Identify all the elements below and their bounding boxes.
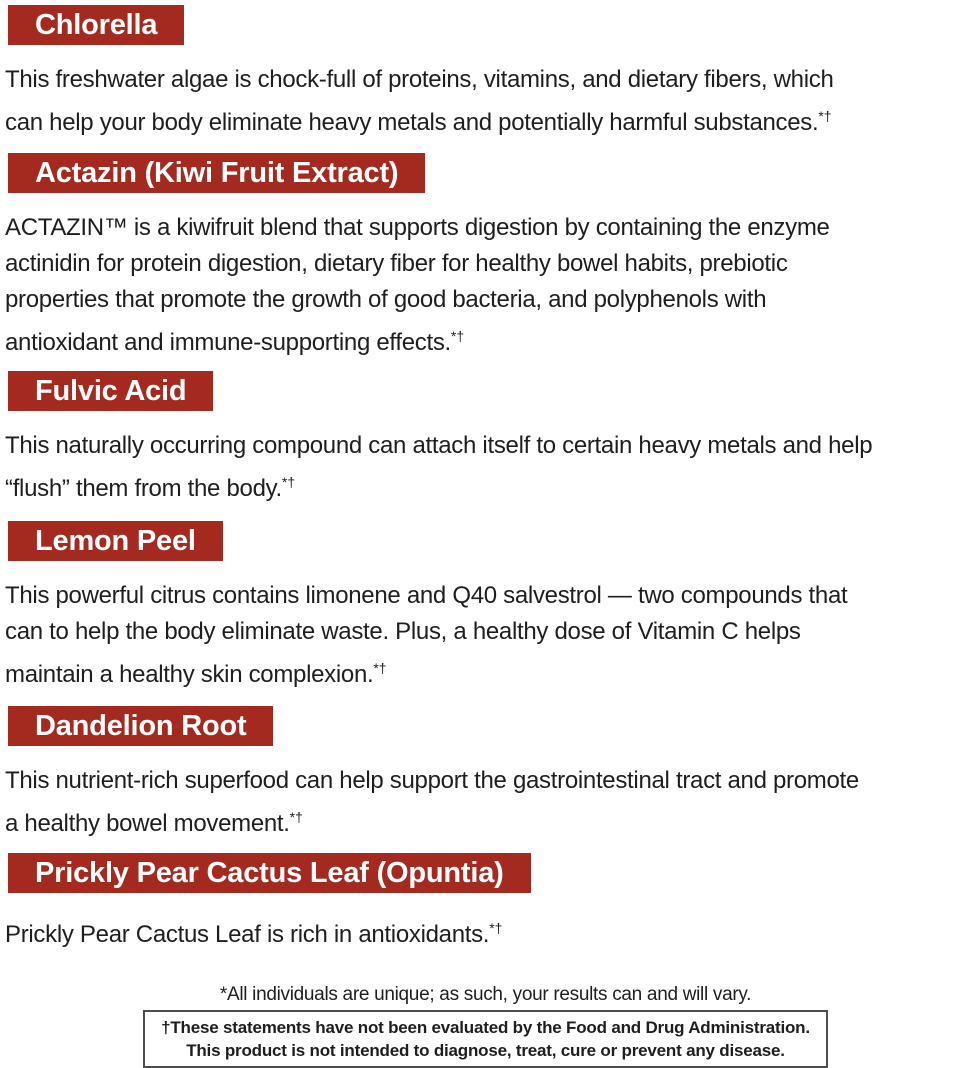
section-actazin (0, 153, 971, 361)
actazin-description-line: ACTAZIN™ is a kiwifruit blend that supports digestion by containing the enzyme (5, 214, 830, 241)
prickly-pear-description (5, 910, 971, 953)
lemon-peel-description-line: can to help the body eliminate waste. Plus, a healthy dose of Vitamin C helps (5, 618, 801, 645)
footnote-marker: *† (818, 108, 832, 124)
fulvic-acid-banner-row (8, 371, 971, 411)
chlorella-description (5, 62, 971, 141)
lemon-peel-heading-banner (8, 521, 223, 561)
fulvic-acid-heading-label: Fulvic Acid (35, 375, 187, 407)
lemon-peel-description-line: maintain a healthy skin complexion.*† (5, 660, 387, 688)
prickly-pear-heading-label: Prickly Pear Cactus Leaf (Opuntia) (35, 857, 504, 889)
dandelion-root-banner-row (8, 706, 971, 746)
dandelion-root-heading-label: Dandelion Root (35, 710, 247, 742)
section-fulvic-acid (0, 371, 971, 507)
chlorella-description-line: can help your body eliminate heavy metals and potentially harmful substances.*† (5, 108, 832, 136)
fda-disclaimer-box (143, 1010, 828, 1068)
fulvic-acid-description-line: “flush” them from the body.*† (5, 474, 296, 502)
fda-disclaimer-line: This product is not intended to diagnose, treat, cure or prevent any disease. (186, 1041, 785, 1060)
chlorella-heading-label: Chlorella (35, 9, 158, 41)
lemon-peel-description-line: This powerful citrus contains limonene and Q40 salvestrol — two compounds that (5, 582, 848, 609)
actazin-heading-label: Actazin (Kiwi Fruit Extract) (35, 157, 399, 189)
lemon-peel-description (5, 578, 971, 693)
fulvic-acid-description (5, 428, 971, 507)
section-dandelion-root (0, 706, 971, 842)
section-lemon-peel (0, 521, 971, 693)
fda-disclaimer-line: †These statements have not been evaluated by the Food and Drug Administration. (161, 1018, 810, 1037)
actazin-description (5, 210, 971, 361)
dandelion-root-description-line: a healthy bowel movement.*† (5, 809, 303, 837)
actazin-banner-row (8, 153, 971, 193)
chlorella-description-line: This freshwater algae is chock-full of proteins, vitamins, and dietary fibers, which (5, 66, 834, 93)
fulvic-acid-heading-banner (8, 371, 213, 411)
footnote-marker: *† (373, 660, 387, 676)
actazin-heading-banner (8, 153, 425, 193)
chlorella-banner-row (8, 5, 971, 45)
dandelion-root-description (5, 763, 971, 842)
footnote-marker: *† (289, 809, 303, 825)
section-chlorella (0, 5, 971, 141)
actazin-description-line: properties that promote the growth of good bacteria, and polyphenols with (5, 286, 767, 313)
prickly-pear-banner-row (8, 853, 971, 893)
footnote-marker: *† (281, 474, 296, 490)
section-prickly-pear (0, 853, 971, 953)
dandelion-root-description-line: This nutrient-rich superfood can help support the gastrointestinal tract and promote (5, 767, 859, 794)
prickly-pear-heading-banner (8, 853, 531, 893)
lemon-peel-heading-label: Lemon Peel (35, 525, 196, 557)
actazin-description-line: antioxidant and immune-supporting effects.*† (5, 328, 465, 356)
asterisk-footnote: *All individuals are unique; as such, your results can and will vary. (219, 984, 752, 1005)
lemon-peel-banner-row (8, 521, 971, 561)
dandelion-root-heading-banner (8, 706, 273, 746)
prickly-pear-description-line: Prickly Pear Cactus Leaf is rich in antioxidants.*† (5, 920, 503, 948)
actazin-description-line: actinidin for protein digestion, dietary fiber for healthy bowel habits, prebiotic (5, 250, 788, 277)
footnote-marker: *† (450, 328, 465, 344)
chlorella-heading-banner (8, 5, 184, 45)
fulvic-acid-description-line: This naturally occurring compound can attach itself to certain heavy metals and help (5, 432, 873, 459)
footnote-marker: *† (489, 920, 503, 936)
